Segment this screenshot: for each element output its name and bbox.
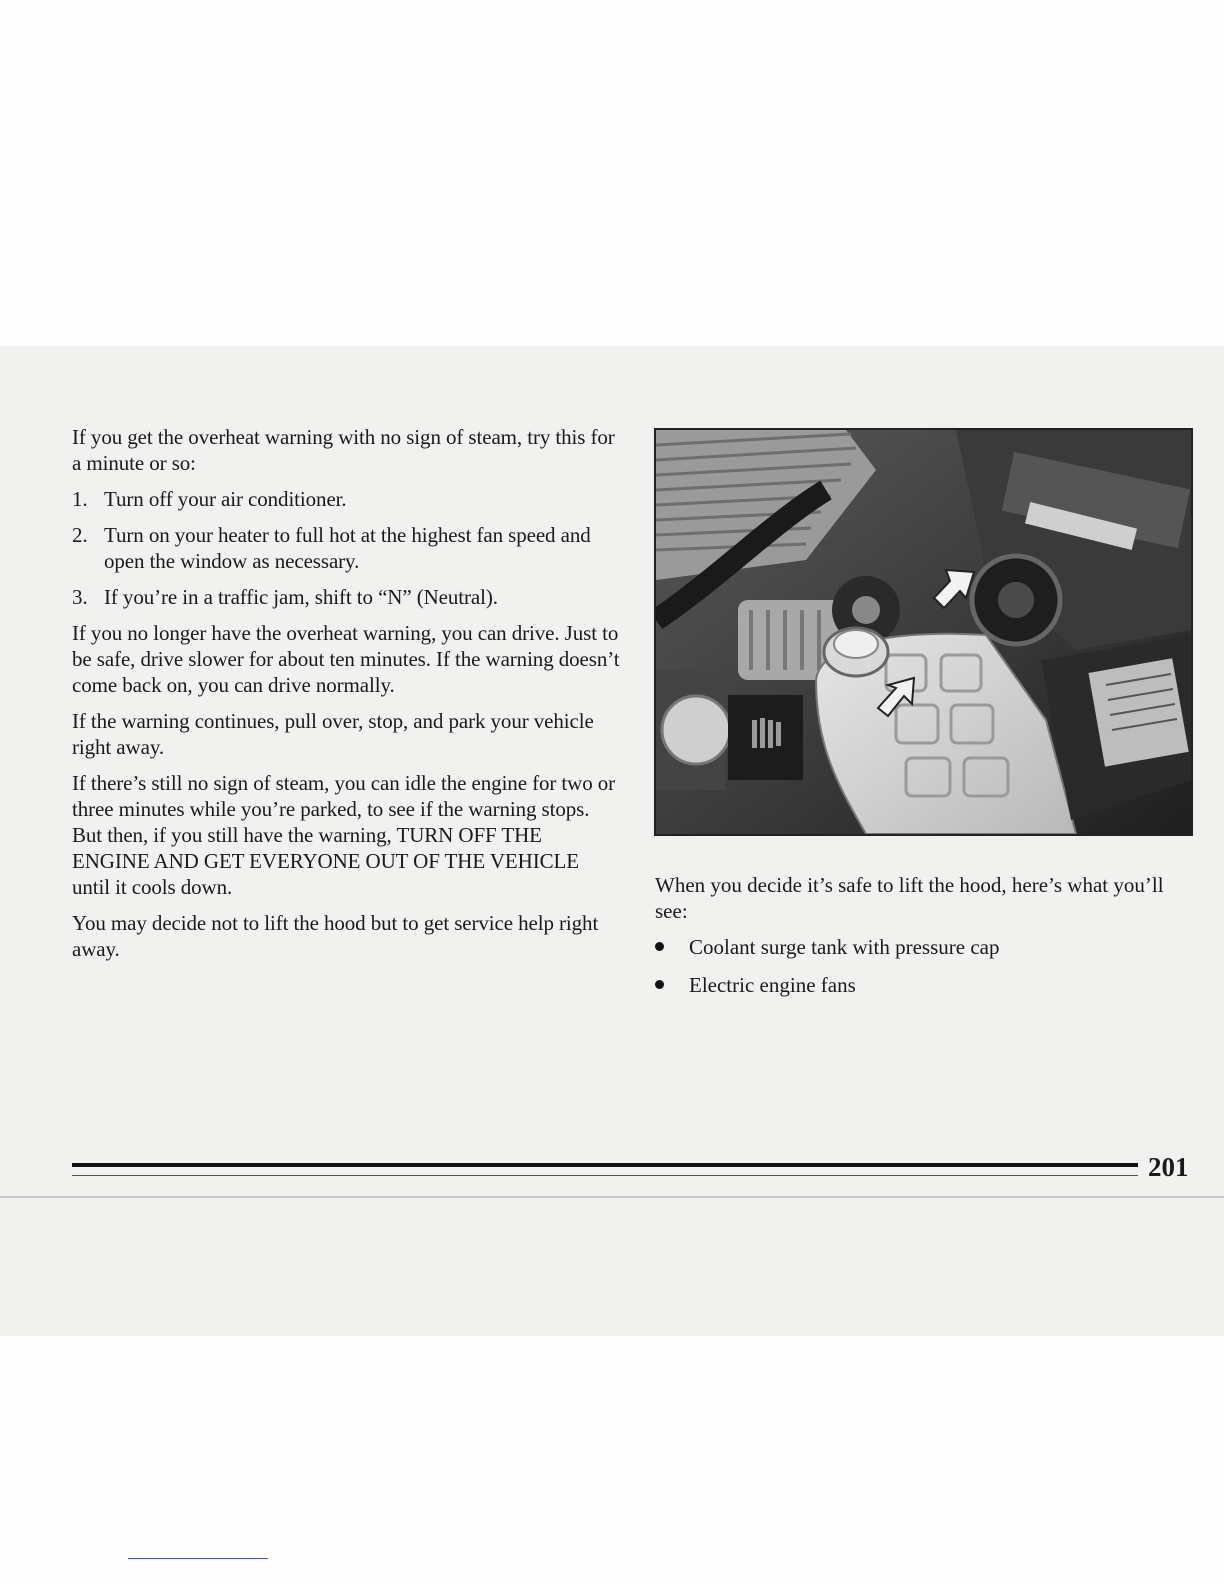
footer-rule-thin bbox=[72, 1175, 1138, 1176]
paragraph-no-longer-warning: If you no longer have the overheat warning, you can drive. Just to be safe, drive slower for about ten minutes. If the warning doesn’t come back on, you can drive normally. bbox=[72, 621, 620, 697]
paragraph-still-no-steam: If there’s still no sign of steam, you can idle the engine for two or three minutes while you’re parked, to see if the warning stops. But then, if you still have the warning, TURN OFF THE ENGINE AND GET EVERYONE OUT OF THE VEHICLE until it cools down. bbox=[72, 771, 616, 899]
engine-compartment-photo bbox=[654, 428, 1193, 836]
step-text: Turn on your heater to full hot at the highest fan speed and open the window as necessary. bbox=[104, 523, 591, 573]
step-number: 3. bbox=[72, 585, 88, 609]
list-item-text: Coolant surge tank with pressure cap bbox=[689, 935, 1000, 959]
right-column bbox=[655, 872, 1195, 1010]
left-column bbox=[72, 424, 620, 972]
step-text: If you’re in a traffic jam, shift to “N” (Neutral). bbox=[104, 585, 498, 609]
step-number: 1. bbox=[72, 487, 88, 511]
paragraph-get-service: You may decide not to lift the hood but to get service help right away. bbox=[72, 911, 599, 961]
intro-paragraph: If you get the overheat warning with no sign of steam, try this for a minute or so: bbox=[72, 425, 615, 475]
hood-items-list bbox=[655, 934, 1195, 998]
hood-intro-paragraph: When you decide it’s safe to lift the hood, here’s what you’ll see: bbox=[655, 873, 1164, 923]
step-item bbox=[72, 522, 620, 574]
band-bottom-rule bbox=[0, 1196, 1224, 1198]
bullet-icon bbox=[655, 980, 664, 989]
step-item bbox=[72, 584, 620, 610]
list-item-text: Electric engine fans bbox=[689, 973, 856, 997]
step-item bbox=[72, 486, 620, 512]
step-number: 2. bbox=[72, 523, 88, 547]
paragraph-warning-continues: If the warning continues, pull over, stop, and park your vehicle right away. bbox=[72, 709, 594, 759]
step-text: Turn off your air conditioner. bbox=[104, 487, 347, 511]
bottom-link-rule bbox=[128, 1558, 268, 1559]
list-item bbox=[655, 972, 1195, 998]
page-number: 201 bbox=[1148, 1152, 1189, 1182]
footer-rule-thick bbox=[72, 1163, 1138, 1167]
list-item bbox=[655, 934, 1195, 960]
bullet-icon bbox=[655, 942, 664, 951]
